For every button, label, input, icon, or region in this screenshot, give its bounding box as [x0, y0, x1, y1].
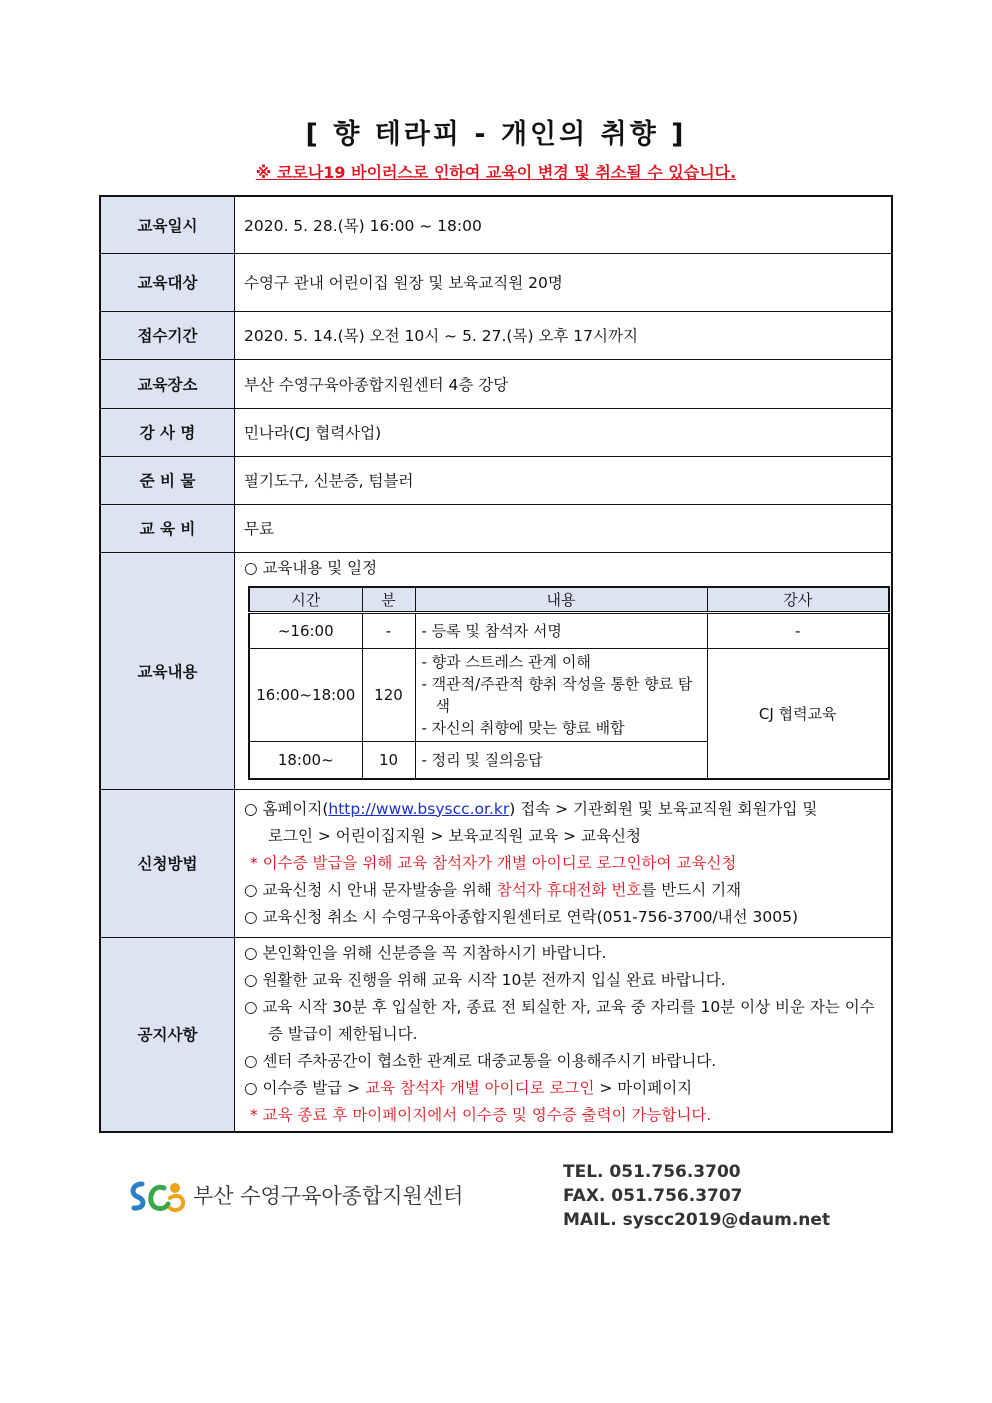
contact-tel: TEL. 051.756.3700 [563, 1162, 741, 1182]
schedule-instructor: CJ 협력교육 [707, 648, 889, 779]
content-label: 교육내용 [100, 552, 235, 789]
schedule-content [415, 612, 707, 648]
schedule-content [415, 648, 707, 741]
col-header-time: 시간 [249, 587, 362, 613]
covid-notice: ※ 코로나19 바이러스로 인하여 교육이 변경 및 취소될 수 있습니다. [255, 163, 737, 182]
schedule-table [248, 586, 890, 781]
apply-cell [235, 789, 893, 937]
fee-value: 무료 [235, 504, 893, 552]
col-header-minutes: 분 [362, 587, 415, 613]
notes-text: > 마이페이지 [594, 1078, 693, 1097]
apply-text: ○ 홈페이지( [244, 799, 329, 818]
schedule-minutes: 120 [362, 648, 415, 741]
footer [0, 1160, 992, 1240]
row-place [100, 359, 892, 408]
target-value: 수영구 관내 어린이집 원장 및 보육교직원 20명 [235, 253, 893, 311]
schedule-content [415, 741, 707, 779]
center-logo-icon [128, 1176, 188, 1216]
table-row [249, 612, 889, 648]
apply-line-1 [244, 796, 883, 823]
notes-text: ○ 이수증 발급 > [244, 1078, 366, 1097]
apply-line-3 [244, 877, 883, 904]
schedule-time: 18:00~ [249, 741, 362, 779]
notes-cell [235, 937, 893, 1132]
contact-fax: FAX. 051.756.3707 [563, 1186, 743, 1206]
row-fee [100, 504, 892, 552]
schedule-minutes: - [362, 612, 415, 648]
row-target [100, 253, 892, 311]
apply-text-highlight: 참석자 휴대전화 번호 [496, 880, 642, 899]
col-header-content: 내용 [415, 587, 707, 613]
fee-label: 교 육 비 [100, 504, 235, 552]
notes-line-4: ○ 센터 주차공간이 협소한 관계로 대중교통을 이용해주시기 바랍니다. [244, 1051, 717, 1070]
content-cell [235, 552, 893, 789]
schedule-item: - 객관적/주관적 향취 작성을 통한 향료 탐색 [421, 674, 693, 715]
notes-line-5 [244, 1075, 883, 1102]
row-apply [100, 789, 892, 937]
schedule-item: - 자신의 취향에 맞는 향료 배합 [421, 718, 625, 737]
lecturer-label: 강 사 명 [100, 408, 235, 456]
place-value: 부산 수영구육아종합지원센터 4층 강당 [235, 359, 893, 408]
apply-text: ○ 교육신청 시 안내 문자발송을 위해 [244, 880, 497, 899]
schedule-time: 16:00~18:00 [249, 648, 362, 741]
apply-text: ) 접속 > 기관회원 및 보육교직원 회원가입 및 [509, 799, 818, 818]
apply-line-4: ○ 교육신청 취소 시 수영구육아종합지원센터로 연락(051-756-3700/내선 3005) [244, 907, 799, 926]
notes-line-6: * 교육 종료 후 마이페이지에서 이수증 및 영수증 출력이 가능합니다. [250, 1105, 712, 1124]
apply-line-1-cont: 로그인 > 어린이집지원 > 보육교직원 교육 > 교육신청 [268, 826, 641, 845]
apply-text: 를 반드시 기재 [641, 880, 742, 899]
row-supplies [100, 456, 892, 504]
info-table [99, 195, 893, 1133]
notes-line-3: ○ 교육 시작 30분 후 입실한 자, 종료 전 퇴실한 자, 교육 중 자리를 10분 이상 비운 자는 이수증 발급이 제한됩니다. [244, 997, 875, 1043]
notes-label: 공지사항 [100, 937, 235, 1132]
schedule-minutes: 10 [362, 741, 415, 779]
supplies-label: 준 비 물 [100, 456, 235, 504]
schedule-time: ~16:00 [249, 612, 362, 648]
page-title: [ 향 테라피 - 개인의 취향 ] [305, 119, 687, 150]
contact-info [563, 1160, 830, 1232]
schedule-item: - 정리 및 질의응답 [421, 750, 543, 769]
table-row [249, 648, 889, 741]
col-header-instructor: 강사 [707, 587, 889, 613]
notes-line-2: ○ 원활한 교육 진행을 위해 교육 시작 10분 전까지 입실 완료 바랍니다. [244, 970, 726, 989]
supplies-value: 필기도구, 신분증, 텀블러 [235, 456, 893, 504]
place-label: 교육장소 [100, 359, 235, 408]
homepage-link[interactable]: http://www.bsyscc.or.kr [328, 799, 510, 818]
center-name: 부산 수영구육아종합지원센터 [193, 1184, 464, 1208]
schedule-instructor: - [707, 612, 889, 648]
period-label: 접수기간 [100, 311, 235, 359]
lecturer-value: 민나라(CJ 협력사업) [235, 408, 893, 456]
target-label: 교육대상 [100, 253, 235, 311]
row-notes [100, 937, 892, 1132]
row-content [100, 552, 892, 789]
date-value: 2020. 5. 28.(목) 16:00 ~ 18:00 [235, 196, 893, 253]
apply-line-2: * 이수증 발급을 위해 교육 참석자가 개별 아이디로 로그인하여 교육신청 [250, 853, 737, 872]
date-label: 교육일시 [100, 196, 235, 253]
notes-text-highlight: 교육 참석자 개별 아이디로 로그인 [365, 1078, 595, 1097]
contact-mail[interactable]: MAIL. syscc2019@daum.net [563, 1210, 831, 1230]
apply-label: 신청방법 [100, 789, 235, 937]
period-value: 2020. 5. 14.(목) 오전 10시 ~ 5. 27.(목) 오후 17시까지 [235, 311, 893, 359]
content-heading: ○ 교육내용 및 일정 [244, 558, 378, 577]
schedule-item: - 등록 및 참석자 서명 [421, 621, 562, 640]
schedule-item: - 향과 스트레스 관계 이해 [421, 652, 591, 671]
row-period [100, 311, 892, 359]
row-date [100, 196, 892, 253]
row-lecturer [100, 408, 892, 456]
notes-line-1: ○ 본인확인을 위해 신분증을 꼭 지참하시기 바랍니다. [244, 943, 607, 962]
